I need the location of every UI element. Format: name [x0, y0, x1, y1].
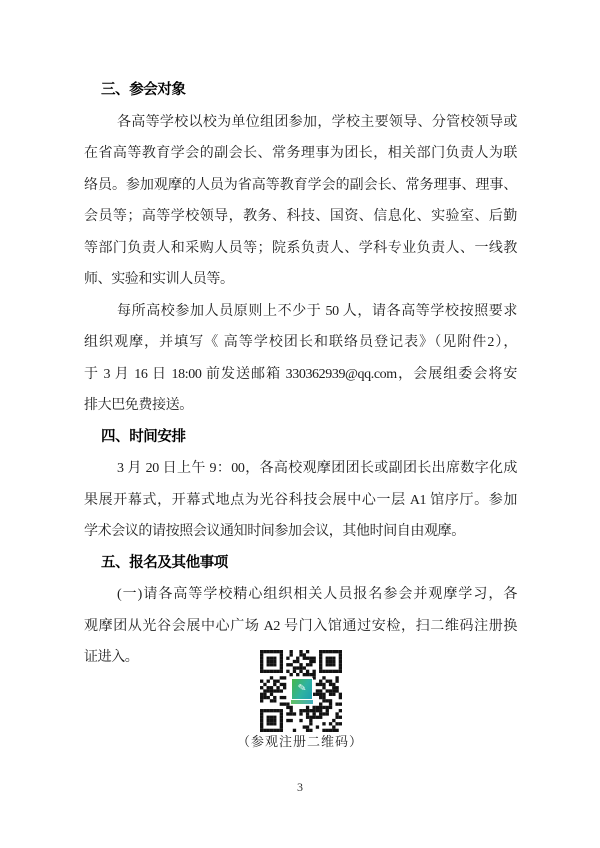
text-line: 观摩团从光谷会展中心广场 A2 号门入馆通过安检，扫二维码注册换: [84, 618, 517, 634]
text-line: 学术会议的请按照会议通知时间参加会议，其他时间自由观摩。: [84, 524, 465, 539]
text-line: 各高等学校以校为单位组团参加，学校主要领导、分管校领导或: [117, 114, 517, 130]
qr-code-image: [260, 650, 342, 732]
section-heading-participants: 三、参会对象: [101, 82, 186, 98]
text-line: 3 月 20 日上午 9：00，各高校观摩团团长或副团长出席数字化成: [117, 461, 517, 476]
section-heading-schedule: 四、时间安排: [101, 428, 186, 445]
text-line: 排大巴免费接送。: [84, 398, 193, 413]
section-heading-registration: 五、报名及其他事项: [101, 554, 228, 571]
text-line: 等部门负责人和采购人员等；院系负责人、学科专业负责人、一线教: [84, 240, 517, 256]
text-line: 师、实验和实训人员等。: [84, 272, 234, 287]
text-line: 果展开幕式，开幕式地点为光谷科技会展中心一层 A1 馆序厅。参加: [84, 492, 517, 508]
document-body: [84, 75, 517, 674]
text-line: 在省高等教育学会的副会长、常务理事为团长，相关部门负责人为联: [84, 146, 517, 161]
page-number: 3: [297, 780, 303, 794]
pen-icon: [291, 678, 313, 700]
text-line: 会员等；高等学校领导，教务、科技、国资、信息化、实验室、后勤: [84, 209, 517, 224]
qr-logo-text-band: [291, 700, 313, 704]
text-line: (一)请各高等学校精心组织相关人员报名参会并观摩学习，各: [117, 587, 517, 602]
text-line: 证进入。: [84, 650, 139, 665]
text-line: 每所高校参加人员原则上不少于 50 人，请各高等学校按照要求: [117, 303, 517, 319]
text-line: 于 3 月 16 日 18:00 前发送邮箱 330362939@qq.com，会展组委会将安: [84, 366, 517, 382]
pen-glyph: ✎: [297, 682, 307, 695]
qr-caption: （参观注册二维码）: [236, 734, 363, 749]
text-line: 络员。参加观摩的人员为省高等教育学会的副会长、常务理事、理事、: [84, 177, 517, 193]
text-line: 组织观摩，并填写《 高等学校团长和联络员登记表》（见附件2），: [84, 335, 517, 350]
